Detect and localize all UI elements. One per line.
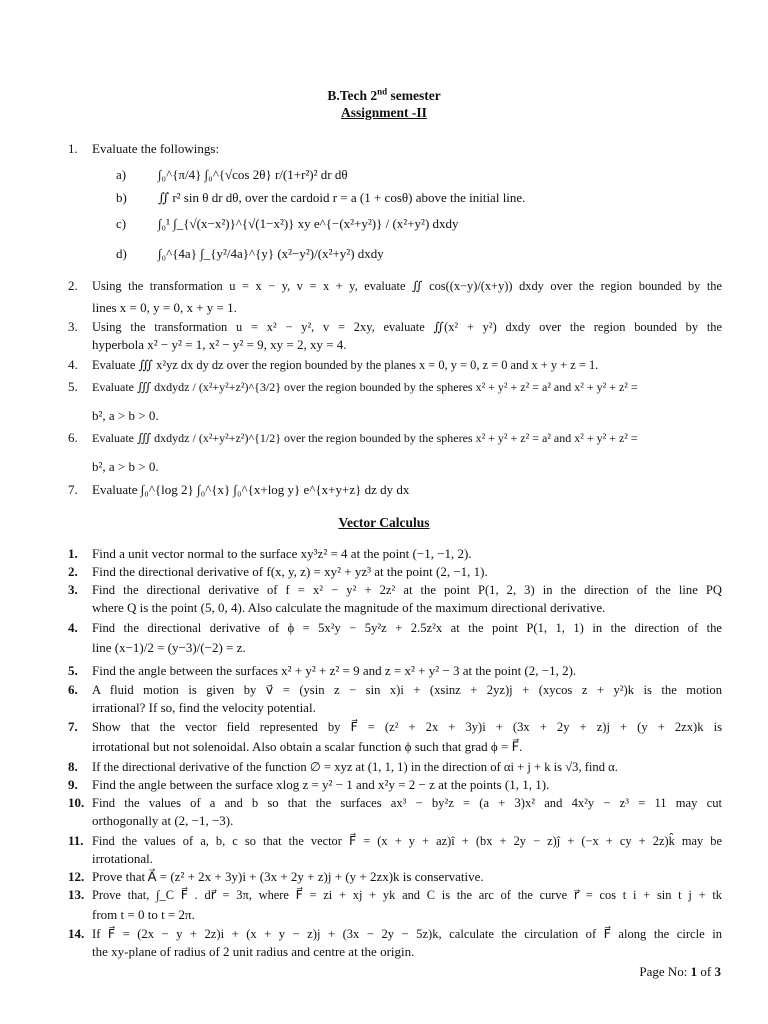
question-number: 14.	[68, 926, 85, 941]
question-text: Find the directional derivative of f(x, y, z) = xy² + yz³ at the point (2, −1, 1).	[92, 564, 488, 579]
question-number: 10.	[68, 795, 85, 810]
question-number: 2.	[68, 278, 78, 293]
question-text-continued: b², a > b > 0.	[92, 459, 159, 474]
question-text-continued: irrational? If so, find the velocity potential.	[92, 700, 316, 715]
question-number: 5.	[68, 663, 78, 678]
page-title: B.Tech 2nd semester	[327, 86, 441, 103]
question-number: 8.	[68, 759, 78, 774]
question-text: Evaluate ∫₀^{log 2} ∫₀^{x} ∫₀^{x+log y} e^{x+y+z} dz dy dx	[92, 482, 410, 497]
question-text-continued: b², a > b > 0.	[92, 408, 159, 423]
question-text-continued: orthogonally at (2, −1, −3).	[92, 813, 234, 828]
question-text-continued: where Q is the point (5, 0, 4). Also calculate the magnitude of the maximum directional derivative.	[92, 600, 606, 615]
question-text-continued: irrotational but not solenoidal. Also obtain a scalar function ϕ such that grad ϕ = F⃗.	[92, 739, 523, 754]
question-number: 7.	[68, 719, 78, 734]
part-expression: ∫₀¹ ∫_{√(x−x²)}^{√(1−x²)} xy e^{−(x²+y²)} / (x²+y²) dxdy	[158, 216, 459, 231]
question-text: Prove that, ∫_C F⃗ . dr⃗ = 3π, where F⃗ = zi + xj + yk and C is the arc of the curve r⃗ = cos t i + sin t j + tk	[92, 888, 722, 902]
question-text: Show that the vector field represented by F⃗ = (z² + 2x + 3y)i + (3x + 2y + z)j + (y + 2zx)k is	[92, 720, 722, 734]
ordinal-superscript: nd	[377, 86, 388, 97]
question-number: 5.	[68, 379, 78, 394]
question-text-continued: line (x−1)/2 = (y−3)/(−2) = z.	[92, 640, 246, 655]
question-number: 13.	[68, 887, 85, 902]
part-expression: ∬ r² sin θ dr dθ, over the cardoid r = a (1 + cosθ) above the initial line.	[158, 190, 526, 205]
part-label: b)	[116, 190, 127, 205]
question-text: Evaluate the followings:	[92, 141, 220, 156]
question-text: Find the angle between the surface xlog z = y² − 1 and x²y = 2 − z at the points (1, 1, 1).	[92, 777, 550, 792]
question-text-continued: lines x = 0, y = 0, x + y = 1.	[92, 300, 237, 315]
question-text-continued: the xy-plane of radius of 2 unit radius and centre at the origin.	[92, 944, 415, 959]
question-text: Find the values of a and b so that the surfaces ax³ − by²z = (a + 3)x² and 4x²y − z³ = 11 may cut	[92, 796, 722, 810]
question-number: 4.	[68, 357, 78, 372]
question-number: 9.	[68, 777, 78, 792]
part-expression: ∫₀^{π/4} ∫₀^{√cos 2θ} r/(1+r²)² dr dθ	[158, 167, 348, 182]
question-text: Find a unit vector normal to the surface xy³z² = 4 at the point (−1, −1, 2).	[92, 546, 472, 561]
question-text: If F⃗ = (2x − y + 2z)i + (x + y − z)j + (3x − 2y − 5z)k, calculate the circulation of F⃗ along the circle in	[92, 927, 722, 941]
question-number: 3.	[68, 319, 78, 334]
question-number: 4.	[68, 620, 78, 635]
question-text: Prove that A⃗ = (z² + 2x + 3y)i + (3x + 2y + z)j + (y + 2zx)k is conservative.	[92, 869, 484, 884]
part-expression: ∫₀^{4a} ∫_{y²/4a}^{y} (x²−y²)/(x²+y²) dxdy	[158, 246, 384, 261]
question-number: 3.	[68, 582, 78, 597]
question-number: 1.	[68, 141, 78, 156]
question-text-continued: irrotational.	[92, 851, 154, 866]
question-number: 2.	[68, 564, 78, 579]
question-text-continued: from t = 0 to t = 2π.	[92, 907, 195, 922]
question-text: Evaluate ∭ dxdydz / (x²+y²+z²)^{3/2} over the region bounded by the spheres x² + y² + z² = a² and x² + y² + z² =	[92, 380, 638, 394]
assignment-subtitle: Assignment -II	[341, 105, 427, 120]
question-text: Find the values of a, b, c so that the vector F⃗ = (x + y + az)î + (bx + 2y − z)ĵ + (−x + cy + 2z)k̂ may be	[92, 834, 722, 848]
question-text-continued: hyperbola x² − y² = 1, x² − y² = 9, xy = 2, xy = 4.	[92, 337, 347, 352]
question-number: 6.	[68, 682, 78, 697]
question-text: Using the transformation u = x² − y², v = 2xy, evaluate ∬(x² + y²) dxdy over the region bounded by the	[92, 320, 722, 334]
question-text: Using the transformation u = x − y, v = x + y, evaluate ∬ cos((x−y)/(x+y)) dxdy over the region bounded by the	[92, 279, 722, 293]
part-label: c)	[116, 216, 127, 231]
question-text: Find the directional derivative of f = x² − y² + 2z² at the point P(1, 2, 3) in the direction of the line PQ	[92, 583, 722, 597]
question-number: 6.	[68, 430, 78, 445]
question-text: Find the angle between the surfaces x² + y² + z² = 9 and z = x² + y² − 3 at the point (2, −1, 2).	[92, 663, 577, 678]
question-number: 1.	[68, 546, 78, 561]
current-page-number: 1	[690, 964, 698, 979]
question-text: Evaluate ∭ x²yz dx dy dz over the region bounded by the planes x = 0, y = 0, z = 0 and x + y + z = 1.	[92, 358, 599, 372]
question-number: 7.	[68, 482, 78, 497]
question-text: Evaluate ∭ dxdydz / (x²+y²+z²)^{1/2} over the region bounded by the spheres x² + y² + z² = a² and x² + y² + z² =	[92, 431, 638, 445]
section-heading-vector-calculus: Vector Calculus	[338, 515, 430, 530]
part-label: d)	[116, 246, 127, 261]
total-page-count: 3	[714, 964, 721, 979]
question-text: Find the directional derivative of ϕ = 5x²y − 5y²z + 2.5z²x at the point P(1, 1, 1) in the direction of the	[92, 621, 722, 635]
question-text: If the directional derivative of the function ∅ = xyz at (1, 1, 1) in the direction of αi + j + k is √3, find α.	[92, 760, 618, 774]
part-label: a)	[116, 167, 127, 182]
question-number: 12.	[68, 869, 85, 884]
question-number: 11.	[68, 833, 84, 848]
question-text: A fluid motion is given by v⃗ = (ysin z − sin x)i + (xsinz + 2yz)j + (xycos z + y²)k is the motion	[92, 683, 722, 697]
page-number-footer: Page No: 1 of 3	[639, 964, 721, 979]
